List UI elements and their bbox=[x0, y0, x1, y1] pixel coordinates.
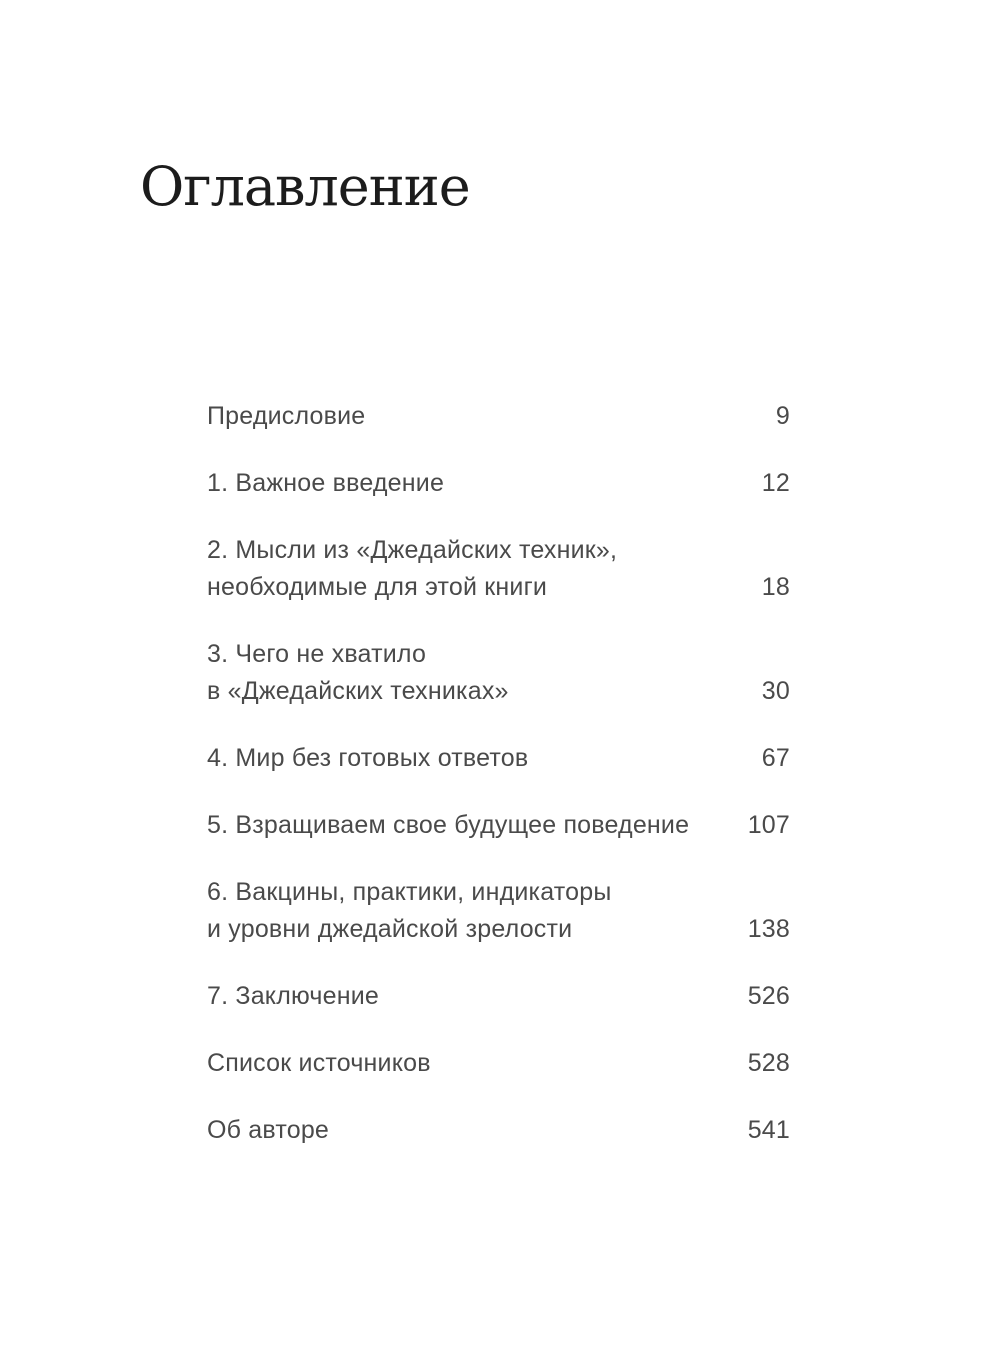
toc-entry-title: Предисловие bbox=[207, 402, 366, 430]
toc-entry-page: 9 bbox=[775, 402, 790, 430]
page-title: Оглавление bbox=[140, 155, 470, 218]
toc-entry-page: 138 bbox=[747, 915, 790, 943]
table-of-contents bbox=[207, 398, 790, 1179]
toc-entry-page: 30 bbox=[761, 677, 790, 705]
toc-entry-page: 526 bbox=[747, 982, 790, 1010]
toc-entry-title: 1. Важное введение bbox=[207, 469, 445, 497]
toc-entry-title-line-1: 2. Мысли из «Джедайских техник», bbox=[207, 536, 618, 564]
toc-entry bbox=[207, 398, 790, 435]
toc-entry-title-line-2: в «Джедайских техниках» bbox=[207, 677, 509, 705]
toc-entry bbox=[207, 807, 790, 844]
toc-entry bbox=[207, 532, 790, 606]
toc-entry-title: 7. Заключение bbox=[207, 982, 380, 1010]
toc-entry bbox=[207, 636, 790, 710]
toc-entry bbox=[207, 978, 790, 1015]
toc-entry-page: 12 bbox=[761, 469, 790, 497]
toc-entry bbox=[207, 740, 790, 777]
toc-entry-title: 5. Взращиваем свое будущее поведение bbox=[207, 811, 690, 839]
toc-entry-title: Об авторе bbox=[207, 1116, 330, 1144]
toc-entry-title: Список источников bbox=[207, 1049, 431, 1077]
toc-entry-page: 18 bbox=[761, 573, 790, 601]
toc-entry bbox=[207, 465, 790, 502]
toc-entry-page: 67 bbox=[761, 744, 790, 772]
toc-entry-title-line-2: и уровни джедайской зрелости bbox=[207, 915, 573, 943]
toc-entry-title-line-2: необходимые для этой книги bbox=[207, 573, 548, 601]
toc-entry bbox=[207, 874, 790, 948]
toc-entry-page: 541 bbox=[747, 1116, 790, 1144]
toc-entry-page: 107 bbox=[747, 811, 790, 839]
toc-entry-title-line-1: 6. Вакцины, практики, индикаторы bbox=[207, 878, 612, 906]
toc-entry-page: 528 bbox=[747, 1049, 790, 1077]
toc-entry-title: 4. Мир без готовых ответов bbox=[207, 744, 529, 772]
toc-entry-title-line-1: 3. Чего не хватило bbox=[207, 640, 427, 668]
toc-entry bbox=[207, 1045, 790, 1082]
toc-entry bbox=[207, 1112, 790, 1149]
